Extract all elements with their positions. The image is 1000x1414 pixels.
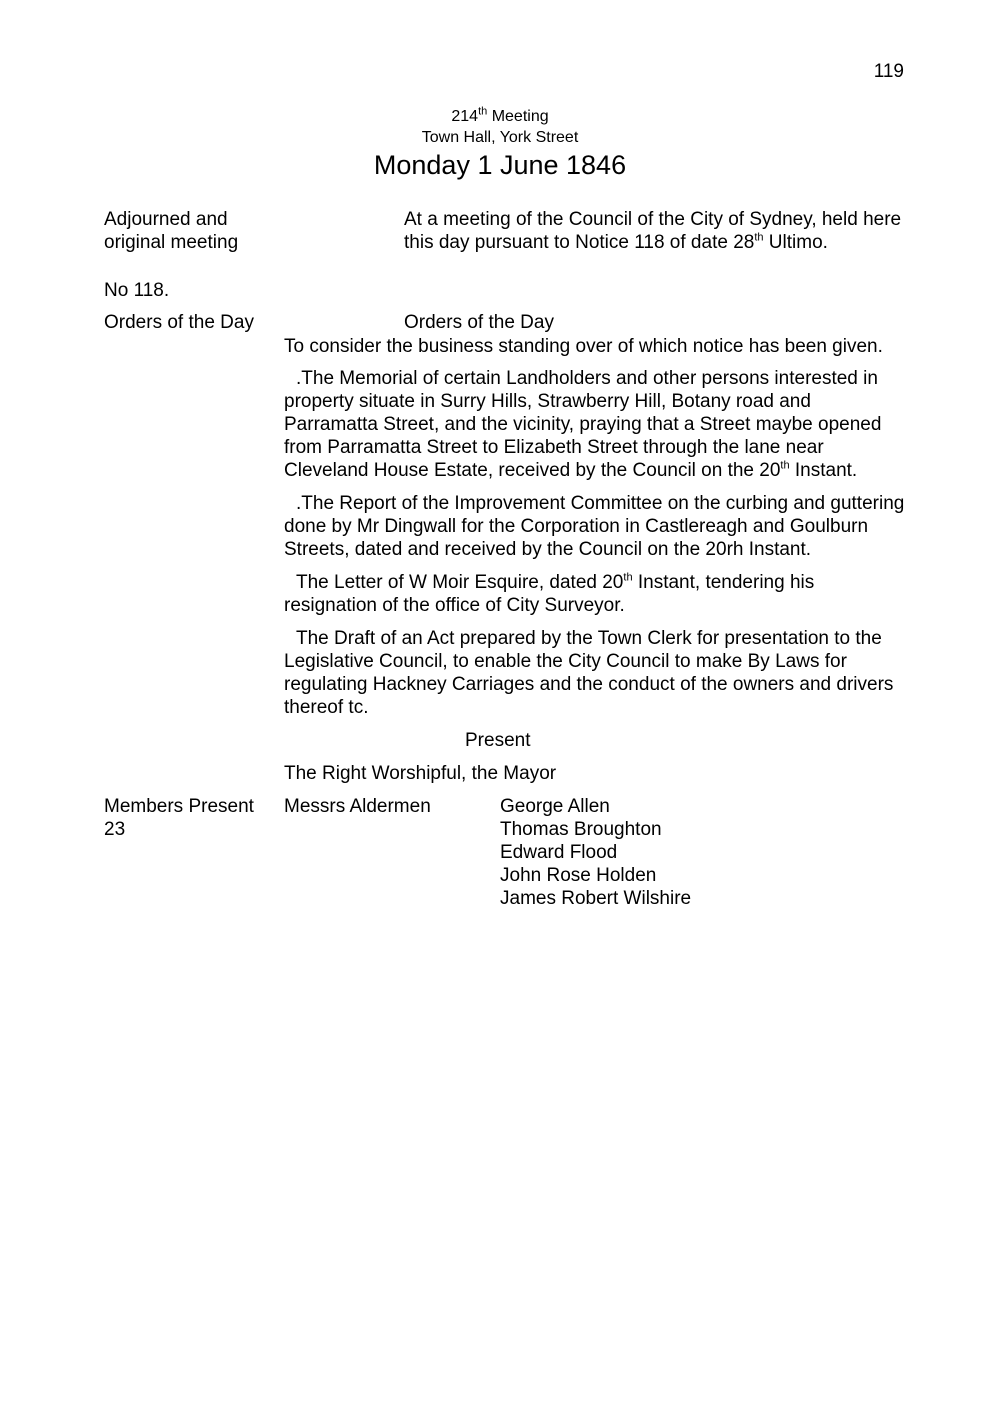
present-heading: Present — [465, 730, 531, 751]
report-line: Streets, dated and received by the Council on the 20rh Instant. — [284, 539, 812, 560]
memorial-paragraph — [284, 367, 944, 482]
letter-text: The Letter of W Moir Esquire, dated 20 — [296, 572, 624, 593]
orders-intro: To consider the business standing over of which notice has been given. — [284, 336, 883, 357]
report-paragraph — [284, 492, 944, 561]
report-line: done by Mr Dingwall for the Corporation in Castlereagh and Goulburn — [284, 516, 869, 537]
draft-line: The Draft of an Act prepared by the Town Clerk for presentation to the — [296, 628, 882, 649]
intro-text: Ultimo. — [763, 232, 828, 253]
margin-note-members — [104, 795, 284, 841]
alderman-name: George Allen — [500, 796, 610, 817]
members-present-count: 23 — [104, 819, 126, 840]
intro-line — [404, 231, 964, 254]
memorial-line: property situate in Surry Hills, Strawberry Hill, Botany road and — [284, 391, 811, 412]
memorial-line: Parramatta Street, and the vicinity, praying that a Street maybe opened — [284, 414, 882, 435]
alderman-name: John Rose Holden — [500, 865, 657, 886]
letter-paragraph — [284, 571, 944, 617]
members-present-label: Members Present — [104, 796, 254, 817]
meeting-number-suffix: th — [478, 105, 488, 118]
letter-sup: th — [623, 571, 633, 584]
meeting-date: Monday 1 June 1846 — [373, 150, 627, 180]
margin-note-line: original meeting — [104, 232, 239, 253]
aldermen-label: Messrs Aldermen — [284, 796, 431, 817]
intro-paragraph — [404, 208, 964, 254]
alderman-name: Edward Flood — [500, 842, 618, 863]
margin-note-orders: Orders of the Day — [104, 312, 254, 333]
draft-line: thereof tc. — [284, 697, 369, 718]
intro-text: this day pursuant to Notice 118 of date 28 — [404, 232, 755, 253]
meeting-number-value: 214 — [451, 108, 479, 125]
margin-note-adjourned — [104, 208, 284, 254]
page-number: 119 — [873, 61, 904, 82]
intro-line: At a meeting of the Council of the City of Sydney, held here — [404, 209, 902, 230]
letter-line: resignation of the office of City Surveyor. — [284, 595, 625, 616]
orders-heading: Orders of the Day — [404, 312, 554, 333]
memorial-line: .The Memorial of certain Landholders and other persons interested in — [296, 368, 878, 389]
draft-line: regulating Hackney Carriages and the conduct of the owners and drivers — [284, 674, 894, 695]
notice-number: No 118. — [104, 280, 170, 301]
mayor-line: The Right Worshipful, the Mayor — [284, 763, 557, 784]
letter-line — [284, 571, 944, 594]
report-line: .The Report of the Improvement Committee on the curbing and guttering — [296, 493, 905, 514]
draft-line: Legislative Council, to enable the City Council to make By Laws for — [284, 651, 847, 672]
alderman-name: James Robert Wilshire — [500, 888, 692, 909]
memorial-line: from Parramatta Street to Elizabeth Street through the lane near — [284, 437, 824, 458]
meeting-word: Meeting — [487, 108, 549, 125]
memorial-text: Cleveland House Estate, received by the Council on the 20 — [284, 460, 781, 481]
draft-paragraph — [284, 627, 944, 719]
memorial-line — [284, 459, 944, 482]
letter-text: Instant, tendering his — [632, 572, 815, 593]
memorial-text: Instant. — [789, 460, 858, 481]
meeting-place: Town Hall, York Street — [421, 129, 579, 146]
aldermen-list — [500, 795, 691, 910]
intro-sup: th — [754, 231, 764, 244]
memorial-sup: th — [780, 459, 790, 472]
alderman-name: Thomas Broughton — [500, 819, 662, 840]
meeting-number — [0, 107, 1000, 127]
margin-note-line: Adjourned and — [104, 209, 228, 230]
